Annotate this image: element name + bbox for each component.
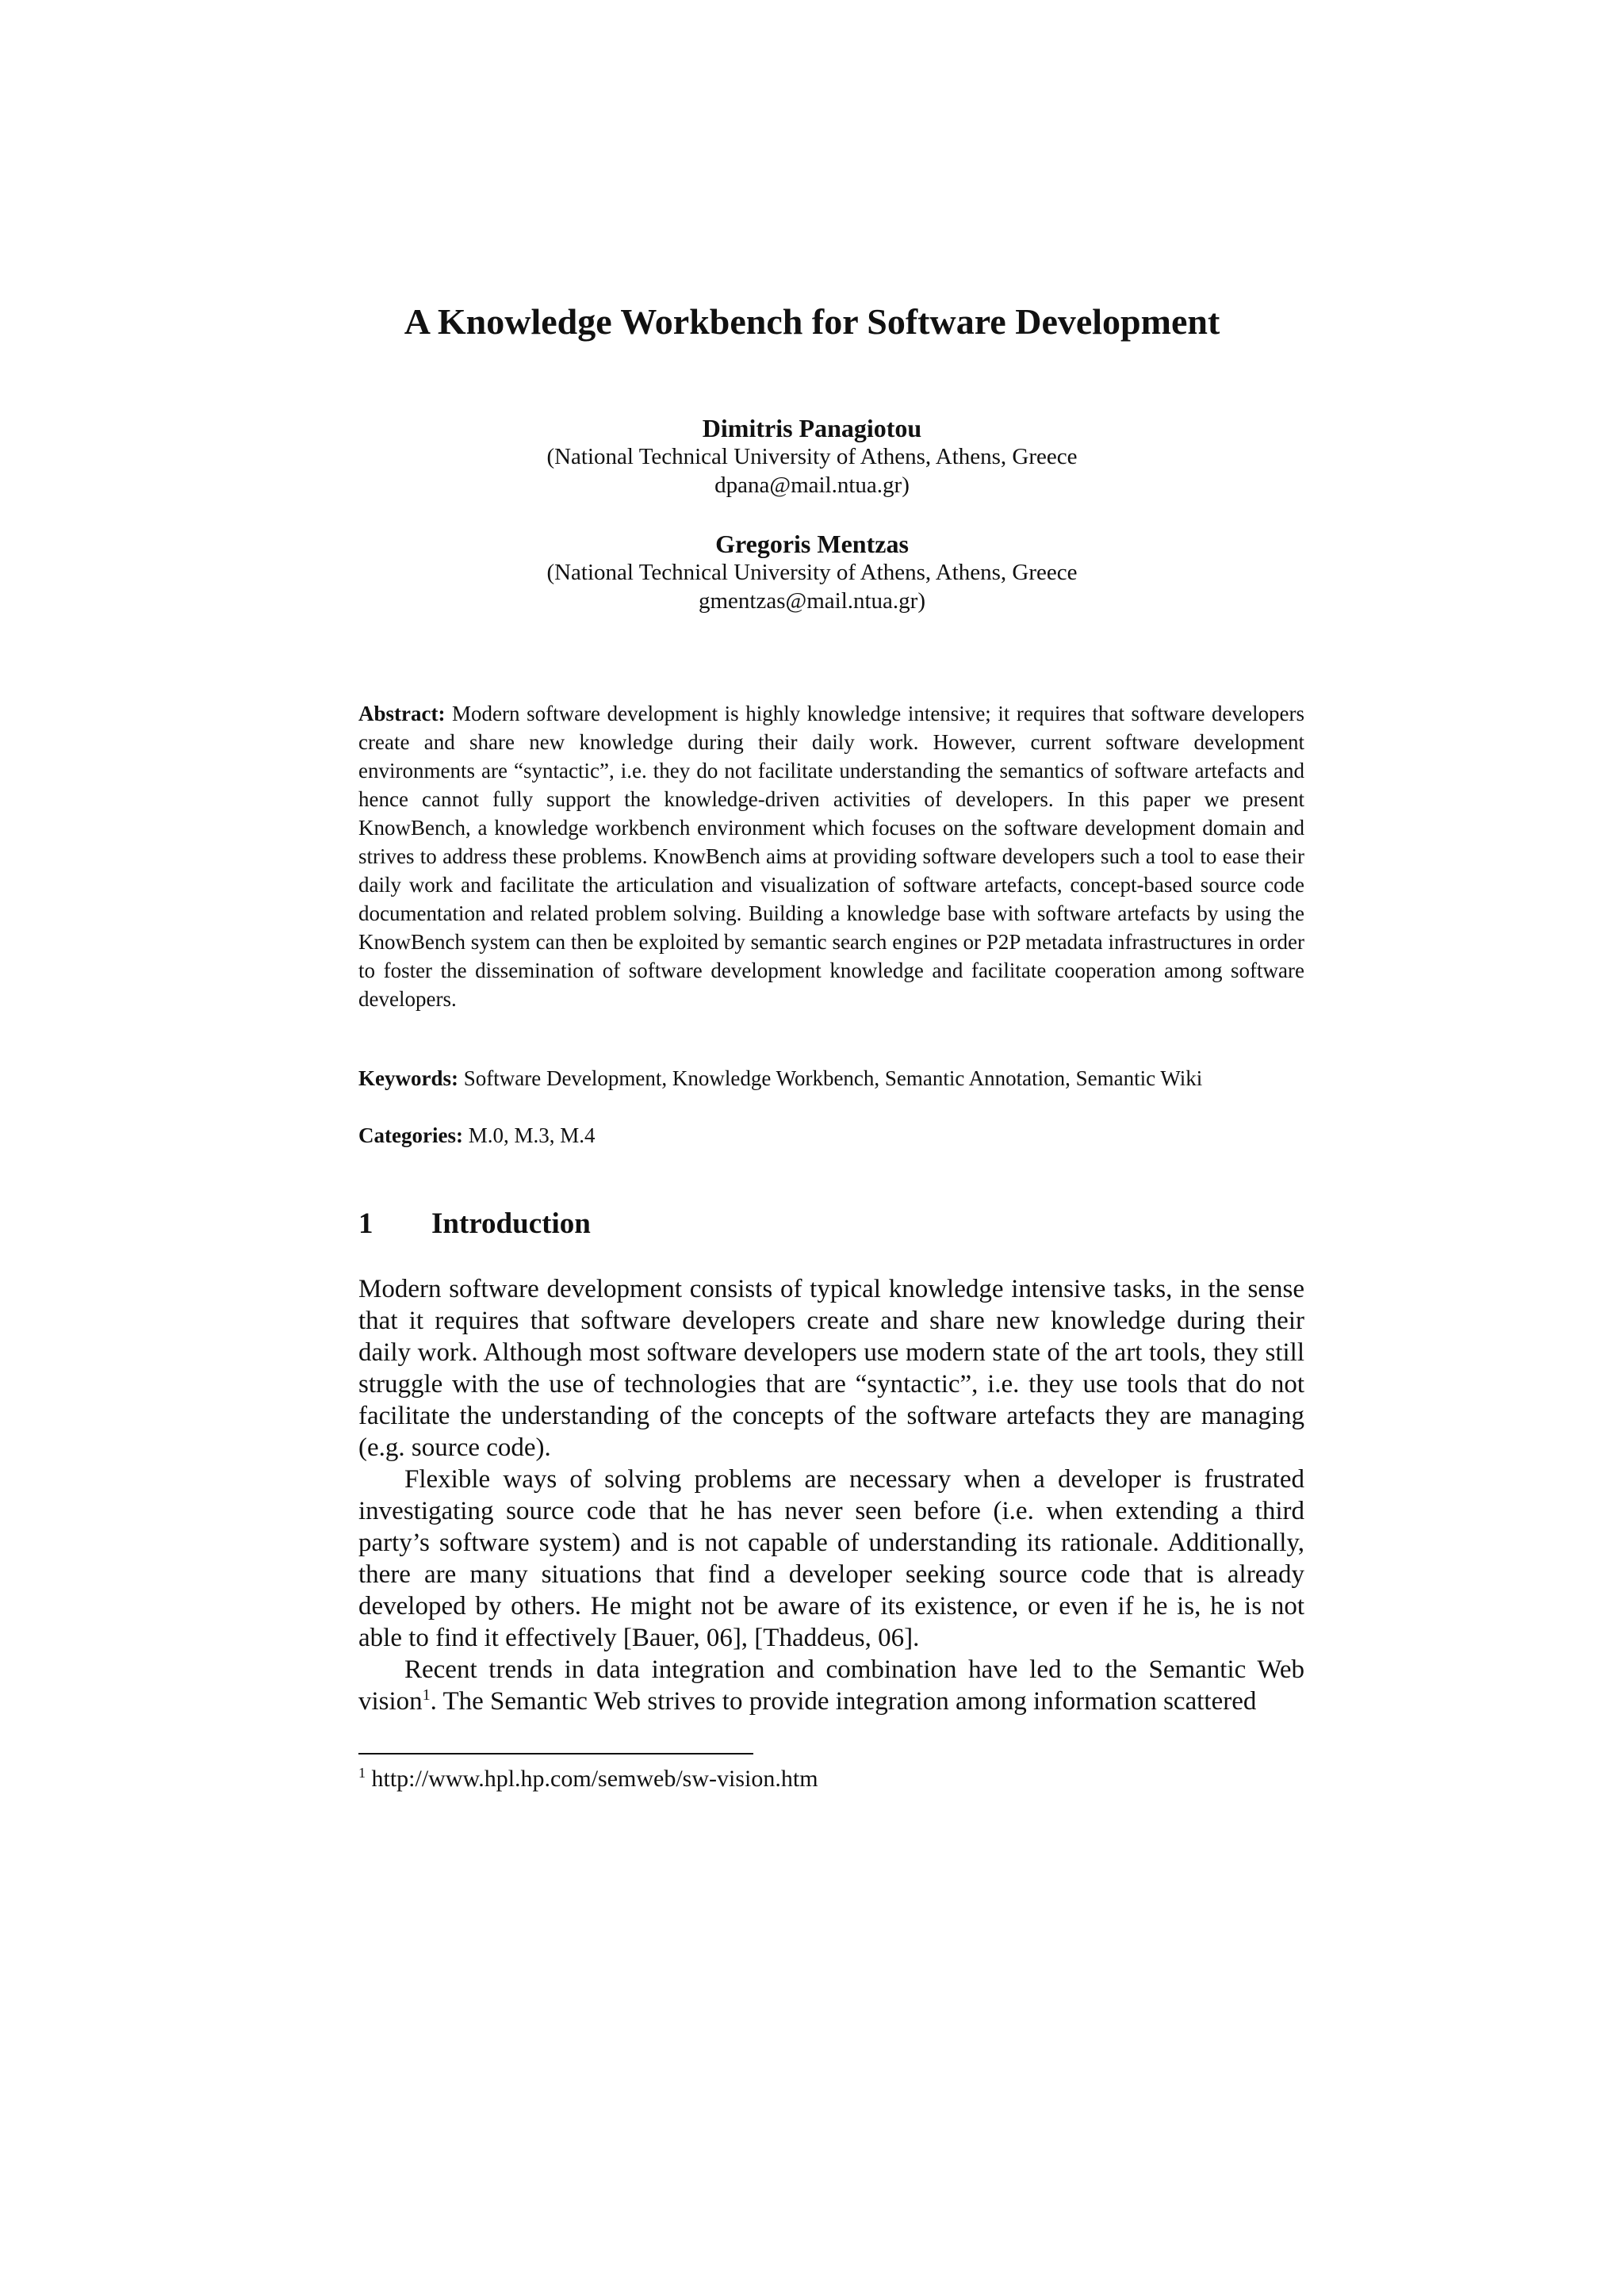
- author-email: gmentzas@mail.ntua.gr): [698, 588, 925, 614]
- paper-title: A Knowledge Workbench for Software Development: [404, 301, 1220, 342]
- author-email: dpana@mail.ntua.gr): [714, 473, 910, 498]
- author-name: Dimitris Panagiotou: [702, 414, 922, 442]
- footnote-divider: [358, 1753, 753, 1755]
- body-text: . The Semantic Web strives to provide integration among information scattered: [430, 1687, 1257, 1716]
- footnote-marker: 1: [358, 1765, 366, 1781]
- author-affiliation: (National Technical University of Athens, Athens, Greece: [546, 444, 1078, 469]
- categories: [358, 1121, 1304, 1150]
- body-paragraph: Modern software development consists of typical knowledge intensive tasks, in the sense that it requires that software developers create and share new knowledge during their daily work. Although most software developers use modern state of the art tools, they still struggle with the use of technologies that are “syntactic”, i.e. they use tools that do not facilitate the understanding of the concepts of the software artefacts they are managing (e.g. source code).: [358, 1275, 1304, 1462]
- abstract: [358, 699, 1304, 1013]
- keywords: [358, 1064, 1304, 1093]
- section-heading: [358, 1207, 591, 1242]
- abstract-label: Abstract:: [358, 702, 446, 725]
- categories-label: Categories:: [358, 1123, 463, 1147]
- keywords-label: Keywords:: [358, 1066, 458, 1090]
- section-number: 1: [358, 1207, 373, 1240]
- footnote-ref: 1: [422, 1686, 431, 1704]
- footnote-text: http://www.hpl.hp.com/semweb/sw-vision.htm: [366, 1766, 818, 1792]
- keywords-text: Software Development, Knowledge Workbench, Semantic Annotation, Semantic Wiki: [458, 1066, 1203, 1090]
- section-body: [358, 1273, 1304, 1717]
- author-name: Gregoris Mentzas: [715, 530, 909, 558]
- author-block-1: [0, 414, 1624, 499]
- author-affiliation: (National Technical University of Athens, Athens, Greece: [546, 560, 1078, 585]
- body-paragraph: Flexible ways of solving problems are necessary when a developer is frustrated investigating source code that he has never seen before (i.e. when extending a third party’s software system) and is not capable of understanding its rationale. Additionally, there are many situations that find a developer seeking source code that is already developed by others. He might not be aware of its existence, or even if he is, he is not able to find it effectively [Bauer, 06], [Thaddeus, 06].: [358, 1465, 1304, 1652]
- section-title: Introduction: [431, 1207, 591, 1240]
- categories-text: M.0, M.3, M.4: [462, 1123, 596, 1147]
- abstract-text: Modern software development is highly knowledge intensive; it requires that software developers create and share new knowledge during their daily work. However, current software development environments are “syntactic”, i.e. they do not facilitate understanding the semantics of software artefacts and hence cannot fully support the knowledge-driven activities of developers. In this paper we present KnowBench, a knowledge workbench environment which focuses on the software development domain and strives to address these problems. KnowBench aims at providing software developers such a tool to ease their daily work and facilitate the articulation and visualization of software artefacts, concept-based source code documentation and related problem solving. Building a knowledge base with software artefacts by using the KnowBench system can then be exploited by semantic search engines or P2P metadata infrastructures in order to foster the dissemination of software development knowledge and facilitate cooperation among software developers.: [358, 702, 1304, 1011]
- body-text: Recent trends in data integration and combination have led to the Semantic Web vision: [358, 1655, 1304, 1716]
- author-block-2: [0, 530, 1624, 615]
- footnote: [358, 1765, 818, 1793]
- body-paragraph: [358, 1654, 1304, 1717]
